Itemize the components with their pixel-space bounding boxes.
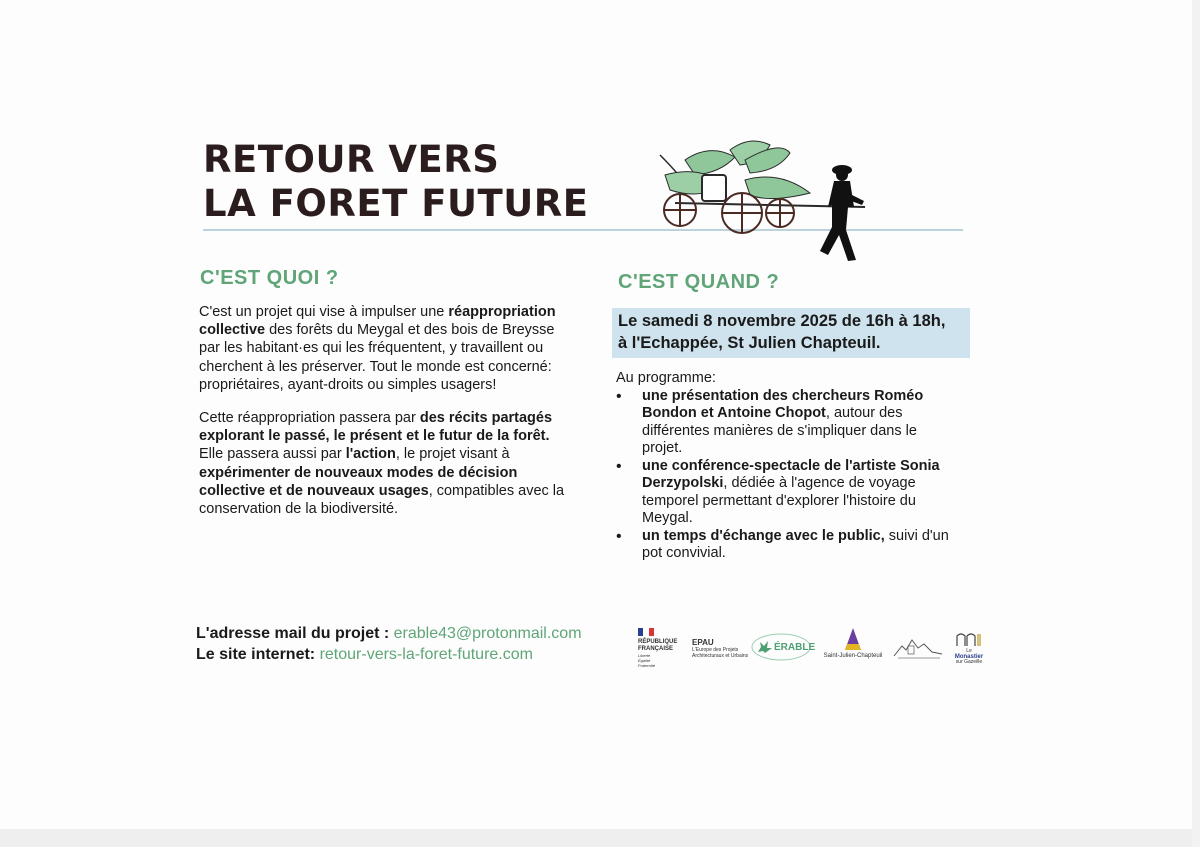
body-text: Elle passera aussi par [199, 446, 346, 463]
rf-motto2: Égalité [638, 658, 651, 663]
mail-label: L'adresse mail du projet : [196, 625, 394, 642]
village-sketch-logo [892, 632, 944, 662]
body-text: , dédiée à l'agence de voyage temporel permettant d'explorer l'histoire du Meygal. [642, 475, 916, 526]
contact-block [196, 623, 582, 665]
emphasis-text: une conférence-spectacle de l'artiste Sonia Derzypolski [642, 457, 940, 491]
emphasis-text: des récits partagés explorant le passé, le présent et le futur de la forêt. [199, 410, 553, 445]
rf-line2: FRANÇAISE [638, 646, 674, 652]
event-date: Le samedi 8 novembre 2025 de 16h à 18h, [618, 312, 946, 330]
description-column [199, 303, 569, 533]
body-text: des forêts du Meygal et des bois de Breysse par les habitant·es qui les fréquentent, y travaillent ou cherchent à les préserver. Tout le monde est concerné: propriétaires, ayant-droits ou simples usagers! [199, 322, 555, 393]
erable-logo [750, 632, 816, 662]
event-date-location [618, 310, 978, 354]
epau-sub1: L'Europe des Projets [692, 647, 739, 653]
event-location: à l'Echappée, St Julien Chapteuil. [618, 334, 881, 352]
mail-link[interactable]: erable43@protonmail.com [393, 625, 582, 642]
village-logo [892, 632, 944, 665]
monastier-line2: Monastier [954, 654, 984, 660]
epau-name: EPAU [692, 638, 714, 647]
program-item [616, 528, 956, 563]
scan-edge-right [1192, 0, 1200, 847]
emphasis-text: réappropriation collective [199, 304, 556, 339]
site-link[interactable]: retour-vers-la-foret-future.com [319, 646, 533, 663]
body-text: C'est un projet qui vise à impulser une [199, 304, 449, 320]
rf-line1: RÉPUBLIQUE [638, 639, 678, 645]
description-paragraph-1 [199, 303, 569, 394]
contact-site [196, 644, 582, 665]
epau-logo [692, 638, 748, 659]
poster-title [203, 138, 589, 226]
site-label: Le site internet: [196, 646, 320, 663]
body-text: Cette réappropriation passera par [199, 410, 420, 427]
stjulien-name: Saint-Julien-Chapteuil [823, 653, 883, 659]
scan-edge [0, 829, 1200, 847]
rf-motto1: Liberté [638, 653, 651, 658]
section-heading-quoi: C'EST QUOI ? [200, 267, 339, 289]
section-heading-quand: C'EST QUAND ? [618, 271, 780, 293]
body-text: , compatibles avec la conservation de la biodiversité. [199, 482, 565, 518]
epau-sub2: Architecturaux et Urbains [692, 653, 749, 659]
monastier-line1: Le [966, 648, 972, 654]
title-line-1: RETOUR VERS [203, 138, 500, 181]
emphasis-text: expérimenter de nouveaux modes de décision collective et de nouveaux usages [199, 464, 518, 499]
body-text: suivi d'un pot convivial. [642, 527, 949, 561]
rf-motto3: Fraternité [638, 663, 656, 668]
le-monastier-logo [952, 632, 986, 665]
saint-julien-logo [818, 628, 888, 660]
partner-logos [638, 628, 988, 668]
contact-mail [196, 623, 582, 644]
body-text: , le projet visant à [395, 446, 510, 463]
program-list [616, 388, 956, 563]
cart-with-leaves-illustration [650, 135, 870, 265]
description-paragraph-2 [199, 409, 569, 518]
title-line-2: LA FORET FUTURE [203, 182, 589, 225]
emphasis-text: un temps d'échange avec le public, [642, 527, 885, 544]
monastier-line3: sur Gazeille [955, 659, 983, 665]
republique-francaise-logo [638, 628, 677, 668]
program-item [616, 388, 956, 458]
emphasis-text: une présentation des chercheurs Roméo Bondon et Antoine Chopot [642, 387, 924, 421]
erable-name: ÉRABLE [774, 642, 816, 653]
program [616, 370, 956, 563]
marianne-logo [638, 628, 654, 636]
body-text: , autour des différentes manières de s'impliquer dans le projet. [642, 405, 917, 456]
saint-julien-emblem [845, 628, 861, 650]
program-intro: Au programme: [616, 370, 716, 386]
monastier-emblem [955, 632, 983, 646]
program-item [616, 458, 956, 528]
emphasis-text: l'action [345, 446, 396, 463]
